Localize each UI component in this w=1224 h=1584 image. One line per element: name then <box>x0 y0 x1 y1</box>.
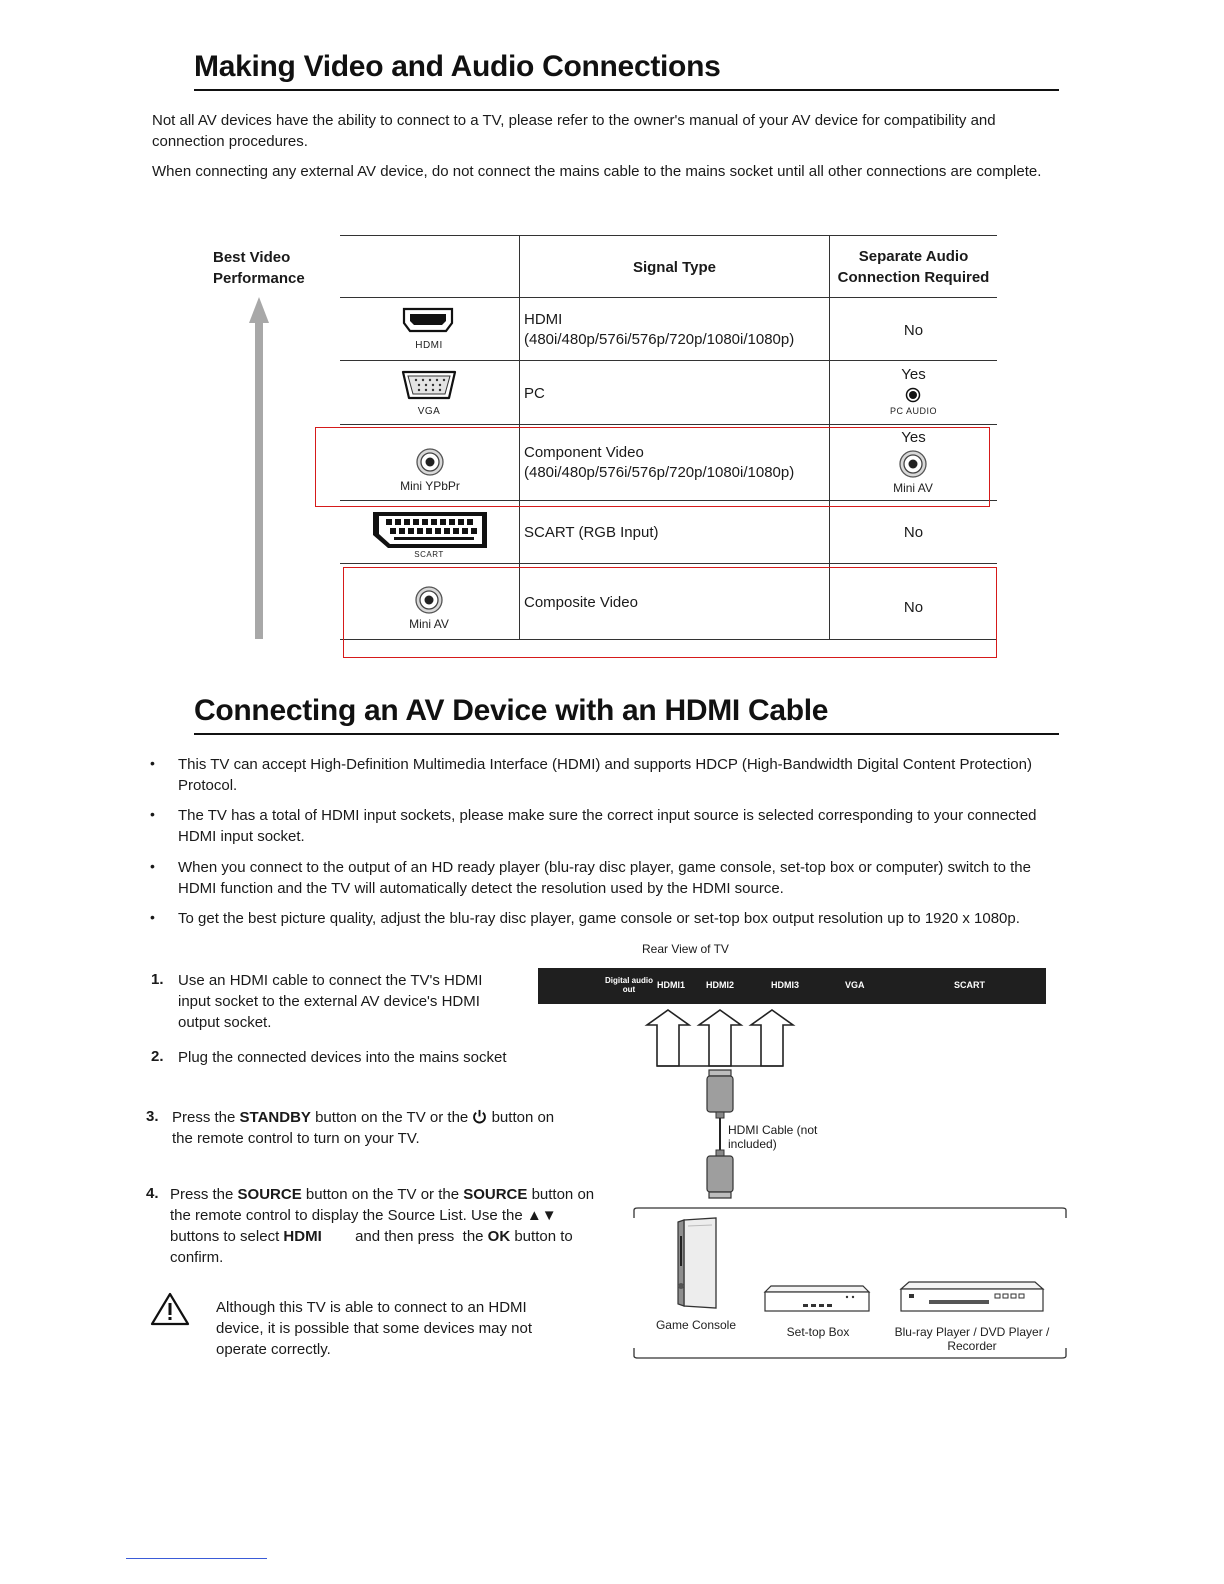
bullet-item: This TV can accept High-Definition Multimedia Interface (HDMI) and supports HDCP (High-Bandwidth Digital Content Protection) Protocol. <box>178 756 1032 794</box>
step-3-text: Press the STANDBY button on the TV or the button on the remote control to turn on your TV. <box>172 1109 555 1147</box>
bullet-marker: • <box>150 806 155 822</box>
step-number: 2. <box>151 1048 164 1065</box>
title-rule <box>194 733 1059 735</box>
hdmi-port-icon <box>402 307 454 333</box>
step-4-text: Press the SOURCE button on the TV or the SOURCE button on the remote control to display the Source List. Use the ▲▼ buttons to select HDMI and then press the OK button to confirm. <box>170 1186 595 1266</box>
port-vga: VGA <box>845 980 865 990</box>
step-number: 1. <box>151 971 164 988</box>
signal-type-cell: Component Video (480i/480p/576i/576p/720p/1080i/1080p) <box>524 444 795 481</box>
section-title-connections: Making Video and Audio Connections <box>194 50 721 83</box>
step-1-text: Use an HDMI cable to connect the TV's HDMI input socket to the external AV device's HDMI output socket. <box>178 972 483 1031</box>
intro-paragraph-2: When connecting any external AV device, do not connect the mains cable to the mains socket until all other connections are complete. <box>152 163 1042 180</box>
section-title-hdmi: Connecting an AV Device with an HDMI Cable <box>194 694 829 727</box>
port-hdmi3: HDMI3 <box>771 980 800 990</box>
footer-rule <box>126 1558 267 1559</box>
audio-required-cell: No <box>903 599 924 616</box>
table-row-rule <box>340 360 997 361</box>
port-scart: SCART <box>954 980 985 990</box>
warning-icon <box>149 1291 191 1327</box>
pc-audio-jack-icon <box>905 387 921 403</box>
device-label: Set-top Box <box>786 1325 850 1339</box>
bullet-item: To get the best picture quality, adjust the blu-ray disc player, game console or set-top box output resolution up to 1920 x 1080p. <box>178 910 1020 927</box>
scart-port-icon <box>370 509 490 551</box>
table-row-rule <box>340 424 997 425</box>
connector-label: HDMI <box>415 340 443 351</box>
set-top-box-icon <box>763 1284 873 1314</box>
title-rule <box>194 89 1059 91</box>
best-performance-label: Best Video Performance <box>213 249 305 287</box>
bullet-marker: • <box>150 858 155 874</box>
connector-label: SCART <box>414 550 444 559</box>
audio-required-cell: Yes <box>901 366 926 383</box>
table-row-rule <box>340 563 997 564</box>
tv-rear-panel <box>538 968 1046 1004</box>
highlight-box-component <box>315 427 990 507</box>
bullet-item: The TV has a total of HDMI input sockets, please make sure the correct input source is selected corresponding to your connected HDMI input socket. <box>178 807 1037 845</box>
power-icon <box>472 1109 487 1124</box>
game-console-icon <box>676 1216 720 1312</box>
step-number: 4. <box>146 1185 159 1202</box>
hdmi-cable-label: HDMI Cable (not included) <box>728 1123 818 1151</box>
audio-required-cell: No <box>903 524 924 541</box>
device-label: Blu-ray Player / DVD Player / Recorder <box>894 1325 1050 1353</box>
step-2-text: Plug the connected devices into the mains socket <box>178 1049 507 1066</box>
step-number: 3. <box>146 1108 159 1125</box>
port-hdmi2: HDMI2 <box>706 980 735 990</box>
bluray-player-icon <box>899 1280 1047 1314</box>
highlight-box-composite <box>343 567 997 658</box>
connector-label: Mini YPbPr <box>400 479 460 493</box>
warning-text: Although this TV is able to connect to an HDMI device, it is possible that some devices may not operate correctly. <box>216 1299 532 1358</box>
audio-sub-label: PC AUDIO <box>889 406 937 416</box>
audio-required-cell: Yes <box>901 429 926 446</box>
signal-type-cell: Composite Video <box>524 594 638 611</box>
signal-type-cell: SCART (RGB Input) <box>524 524 659 541</box>
signal-type-cell: HDMI (480i/480p/576i/576p/720p/1080i/1080p) <box>524 311 795 348</box>
signal-type-cell: PC <box>524 385 545 402</box>
intro-paragraph-1: Not all AV devices have the ability to connect to a TV, please refer to the owner's manual of your AV device for compatibility and connection procedures. <box>152 112 996 150</box>
performance-arrow <box>246 297 272 639</box>
connector-label: Mini AV <box>409 617 449 631</box>
column-header-signal-type: Signal Type <box>632 259 717 276</box>
port-digital-audio-out: Digital audio out <box>605 976 653 994</box>
hdmi-connection-arrows <box>640 1008 800 1070</box>
bullet-marker: • <box>150 909 155 925</box>
column-header-separate-audio: Separate Audio Connection Required <box>837 248 990 286</box>
connector-label: VGA <box>417 406 441 417</box>
bullet-item: When you connect to the output of an HD ready player (blu-ray disc player, game console, set-top box or computer) switch to the HDMI function and the TV will automatically detect the resolution used by the HDMI source. <box>178 859 1031 897</box>
rear-view-label: Rear View of TV <box>642 942 729 956</box>
audio-sub-label: Mini AV <box>893 481 933 495</box>
device-label: Game Console <box>655 1318 737 1332</box>
bullet-marker: • <box>150 755 155 771</box>
audio-required-cell: No <box>903 322 924 339</box>
table-top-rule <box>340 235 997 236</box>
vga-port-icon <box>400 369 458 401</box>
port-hdmi1: HDMI1 <box>657 980 686 990</box>
table-header-rule <box>340 297 997 298</box>
